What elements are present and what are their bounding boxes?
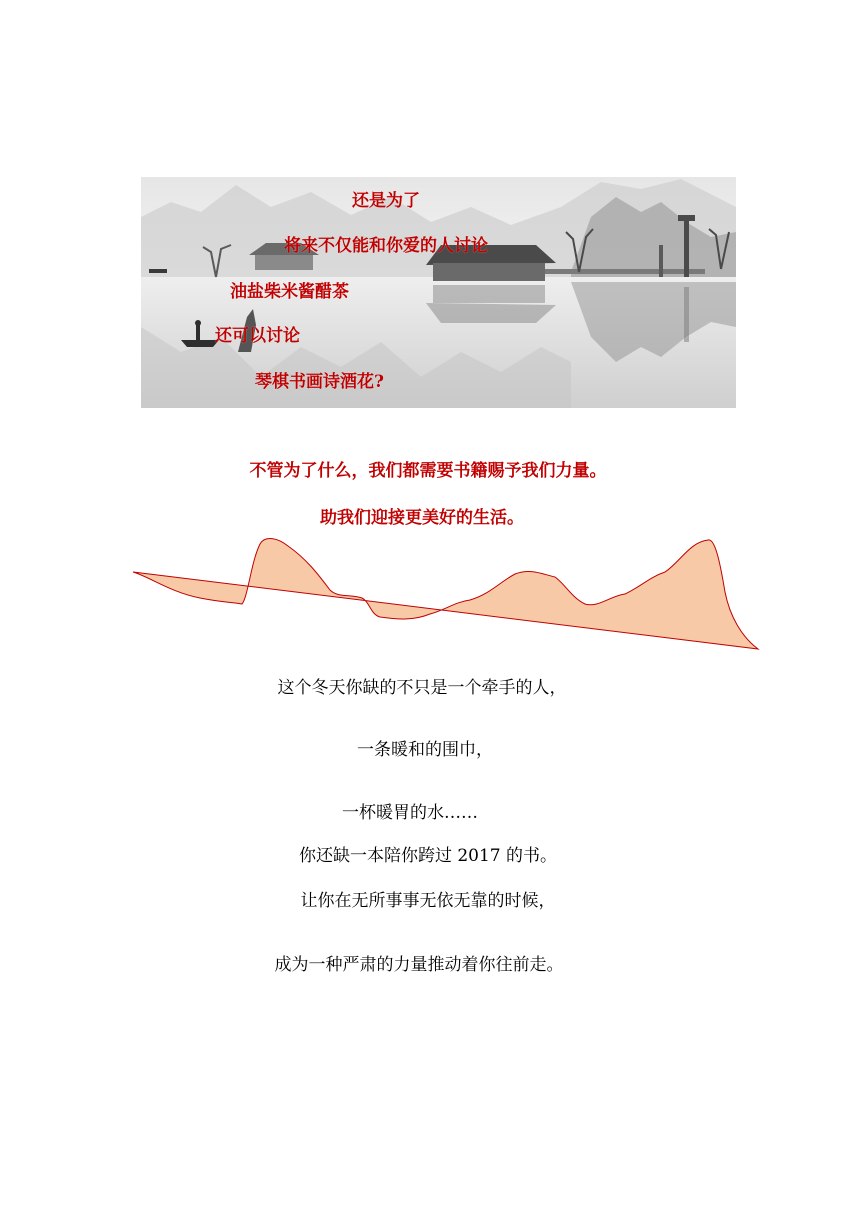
banner-line-5: 琴棋书画诗酒花? (255, 372, 384, 392)
landscape-banner (141, 177, 736, 408)
poem-line-6: 成为一种严肃的力量推动着你往前走。 (274, 955, 564, 975)
banner-line-4: 还可以讨论 (215, 326, 300, 346)
banner-line-3: 油盐柴米酱醋茶 (230, 282, 349, 302)
statement-line-1: 不管为了什么，我们都需要书籍赐予我们力量。 (249, 461, 607, 481)
banner-line-1: 还是为了 (352, 191, 420, 211)
poem-line-2: 一条暖和的围巾， (357, 740, 493, 760)
poem-line-3: 一杯暖胃的水…… (342, 803, 478, 823)
poem-line-5: 让你在无所事事无依无靠的时候， (300, 891, 556, 911)
poem-line-1: 这个冬天你缺的不只是一个牵手的人， (277, 678, 567, 698)
poem-line-4: 你还缺一本陪你跨过 2017 的书。 (298, 846, 558, 866)
statement-line-2: 助我们迎接更美好的生活。 (320, 508, 524, 528)
banner-line-2: 将来不仅能和你爱的人讨论 (284, 236, 488, 256)
mountain-divider-illustration (130, 532, 765, 657)
